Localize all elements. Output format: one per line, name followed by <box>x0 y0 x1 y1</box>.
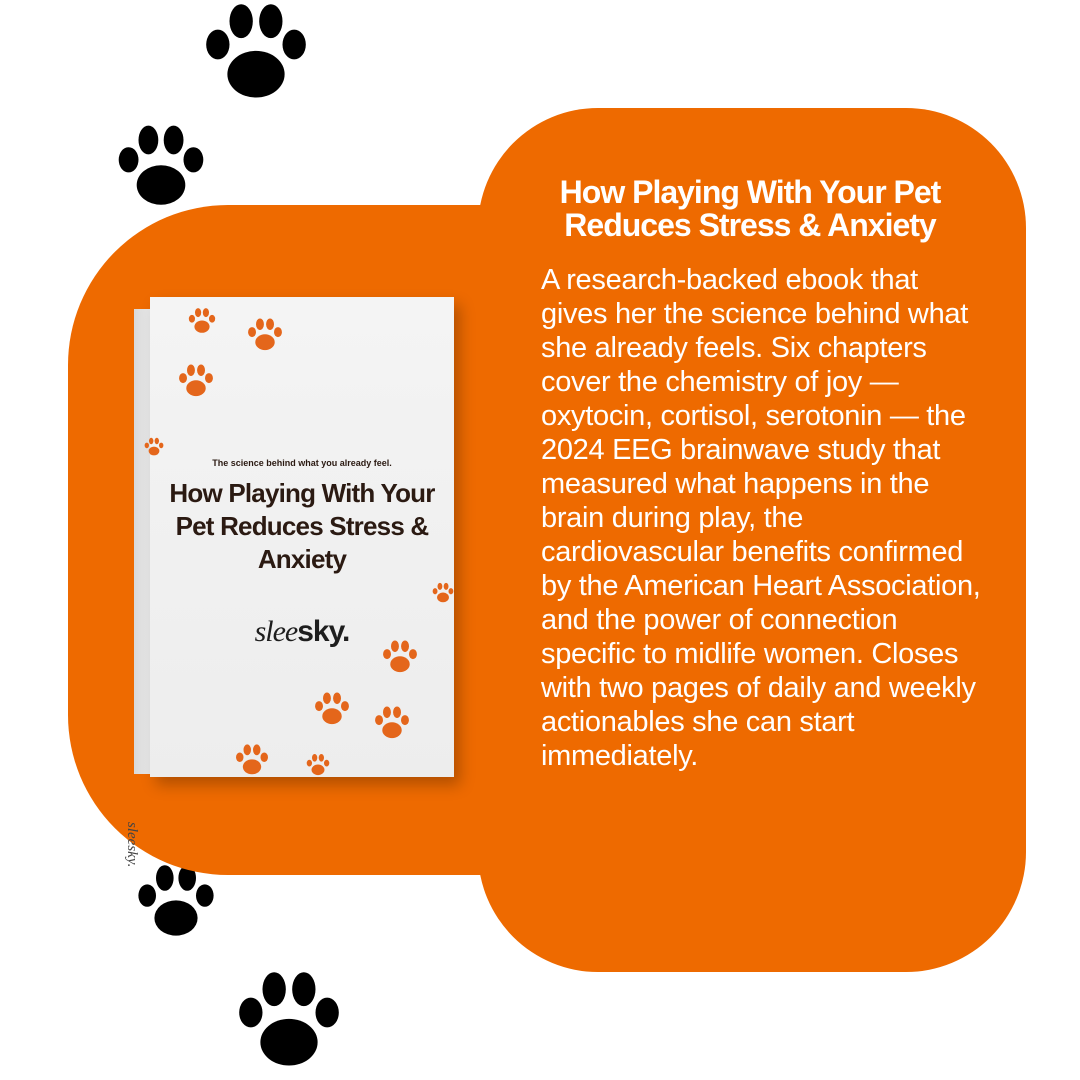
book-front-cover <box>150 297 454 777</box>
spine-brand: sleesky. <box>124 822 140 868</box>
paw-print-icon <box>374 705 410 741</box>
paw-print-icon <box>300 753 336 777</box>
book-brand-logo <box>150 615 454 649</box>
paw-print-icon <box>203 0 309 106</box>
brand-light: slee <box>254 615 298 648</box>
card-description: A research-backed ebook that gives her the science behind what she already feels. Six chapters cover the chemistry of joy — oxytocin, cortisol, serotonin — the 2024 EEG brainwave study that measured what happens in the brain during play, the cardiovascular benefits confirmed by the American Heart Association, and the power of connection specific to midlife women. Closes with two pages of daily and weekly actionables she can start immediately. <box>541 264 981 772</box>
book-title: How Playing With Your Pet Reduces Stress & Anxiety <box>169 478 435 574</box>
book-tagline: The science behind what you already feel. <box>212 458 392 468</box>
paw-print-icon <box>432 575 454 611</box>
paw-print-icon <box>246 317 284 353</box>
paw-print-icon <box>234 743 270 777</box>
paw-print-icon <box>178 363 214 399</box>
paw-print-icon <box>235 968 343 1074</box>
paw-print-icon <box>314 691 350 727</box>
brand-bold: sky. <box>297 615 350 648</box>
paw-print-icon <box>110 122 212 212</box>
card-heading: How Playing With Your Pet Reduces Stress & Anxiety <box>559 174 941 243</box>
paw-print-icon <box>186 307 218 335</box>
